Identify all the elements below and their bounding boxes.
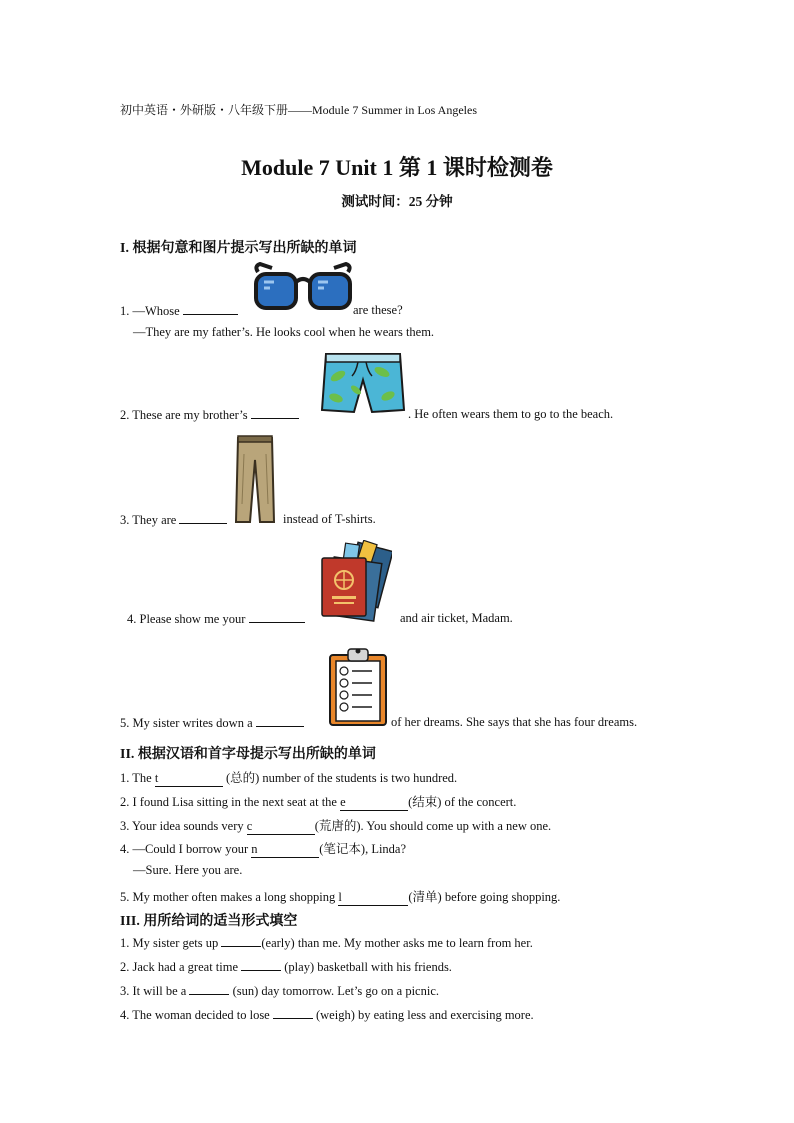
s1-q2-blank[interactable] (251, 407, 299, 419)
s3-q3-before: 3. It will be a (120, 984, 187, 998)
s3-q4 (120, 1007, 534, 1023)
s3-q1-before: 1. My sister gets up (120, 936, 219, 950)
section-2-heading: II. 根据汉语和首字母提示写出所缺的单词 (120, 747, 376, 762)
s3-q3-after: (sun) day tomorrow. Let’s go on a picnic. (232, 984, 439, 998)
s2-q4-after: (笔记本), Linda? (319, 842, 407, 856)
s2-q3-blank[interactable] (247, 819, 315, 835)
s1-q1-reply: —They are my father’s. He looks cool when he wears them. (133, 325, 435, 339)
s3-q1 (120, 935, 533, 951)
s1-q4 (127, 611, 305, 627)
s1-q3-blank[interactable] (179, 512, 227, 524)
page-title: Module 7 Unit 1 第 1 课时检测卷 (241, 155, 553, 180)
s1-q4-blank[interactable] (249, 611, 305, 623)
s1-q3-before: 3. They are (120, 513, 177, 527)
s2-q2-letter: e (340, 795, 346, 809)
s1-q1-after: are these? (353, 303, 403, 317)
s2-q4 (120, 839, 406, 858)
s3-q4-after: (weigh) by eating less and exercising more. (315, 1008, 534, 1022)
s2-q2-after: (结束) of the concert. (408, 795, 517, 809)
s2-q4-letter: n (251, 842, 258, 856)
s3-q4-blank[interactable] (273, 1007, 313, 1019)
s2-q1-after: (总的) number of the students is two hundred. (222, 771, 458, 785)
section-3-heading: III. 用所给词的适当形式填空 (120, 914, 298, 929)
s1-q1-before: 1. —Whose (120, 304, 180, 318)
s2-q3-before: 3. Your idea sounds very (120, 819, 247, 833)
s3-q3-blank[interactable] (189, 983, 229, 995)
s1-q3-after: instead of T-shirts. (283, 512, 376, 526)
s1-q1 (120, 303, 238, 319)
s3-q3 (120, 983, 439, 999)
s1-q2 (120, 407, 299, 423)
s1-q2-after: . He often wears them to go to the beach. (408, 407, 614, 421)
s2-q5-before: 5. My mother often makes a long shopping (120, 890, 339, 904)
s2-q2 (120, 792, 516, 811)
s1-q5-blank[interactable] (256, 715, 304, 727)
s2-q3-after: (荒唐的). You should come up with a new one. (314, 819, 552, 833)
s2-q4-reply: —Sure. Here you are. (133, 863, 243, 877)
section-1-heading: I. 根据句意和图片提示写出所缺的单词 (120, 241, 357, 256)
trousers-icon (232, 434, 278, 526)
s1-q4-before: 4. Please show me your (127, 612, 246, 626)
s2-q5 (120, 887, 560, 906)
swim-shorts-icon (320, 350, 406, 416)
passport-icon (320, 540, 392, 622)
s2-q5-blank[interactable] (338, 890, 408, 906)
s1-q4-after: and air ticket, Madam. (400, 611, 513, 625)
s1-q5-before: 5. My sister writes down a (120, 716, 253, 730)
s2-q1-blank[interactable] (155, 771, 223, 787)
s2-q3-letter: c (246, 819, 253, 833)
s1-q5 (120, 715, 304, 731)
s2-q1-letter: t (154, 771, 159, 785)
s2-q5-letter: l (338, 890, 342, 904)
s2-q4-before: 4. —Could I borrow your (120, 842, 252, 856)
s2-q3 (120, 816, 551, 835)
s2-q4-blank[interactable] (251, 842, 319, 858)
s3-q2 (120, 959, 452, 975)
s3-q1-after: (early) than me. My mother asks me to learn from her. (261, 936, 533, 950)
s1-q5-after: of her dreams. She says that she has four dreams. (391, 715, 638, 729)
s2-q1-before: 1. The (120, 771, 155, 785)
s3-q2-before: 2. Jack had a great time (120, 960, 239, 974)
breadcrumb: 初中英语・外研版・八年级下册——Module 7 Summer in Los Angeles (120, 103, 477, 117)
s3-q1-blank[interactable] (221, 935, 261, 947)
page-subtitle: 测试时间：25 分钟 (341, 194, 453, 209)
clipboard-list-icon (328, 645, 390, 727)
s1-q3 (120, 512, 227, 528)
s3-q2-after: (play) basketball with his friends. (284, 960, 452, 974)
s2-q1 (120, 768, 457, 787)
s2-q2-before: 2. I found Lisa sitting in the next seat at the (120, 795, 341, 809)
s2-q5-after: (清单) before going shopping. (408, 890, 561, 904)
s3-q4-before: 4. The woman decided to lose (120, 1008, 270, 1022)
s1-q2-before: 2. These are my brother’s (120, 408, 248, 422)
s2-q2-blank[interactable] (340, 795, 408, 811)
s3-q2-blank[interactable] (241, 959, 281, 971)
s1-q1-blank[interactable] (183, 303, 238, 315)
sunglasses-icon (252, 262, 354, 312)
